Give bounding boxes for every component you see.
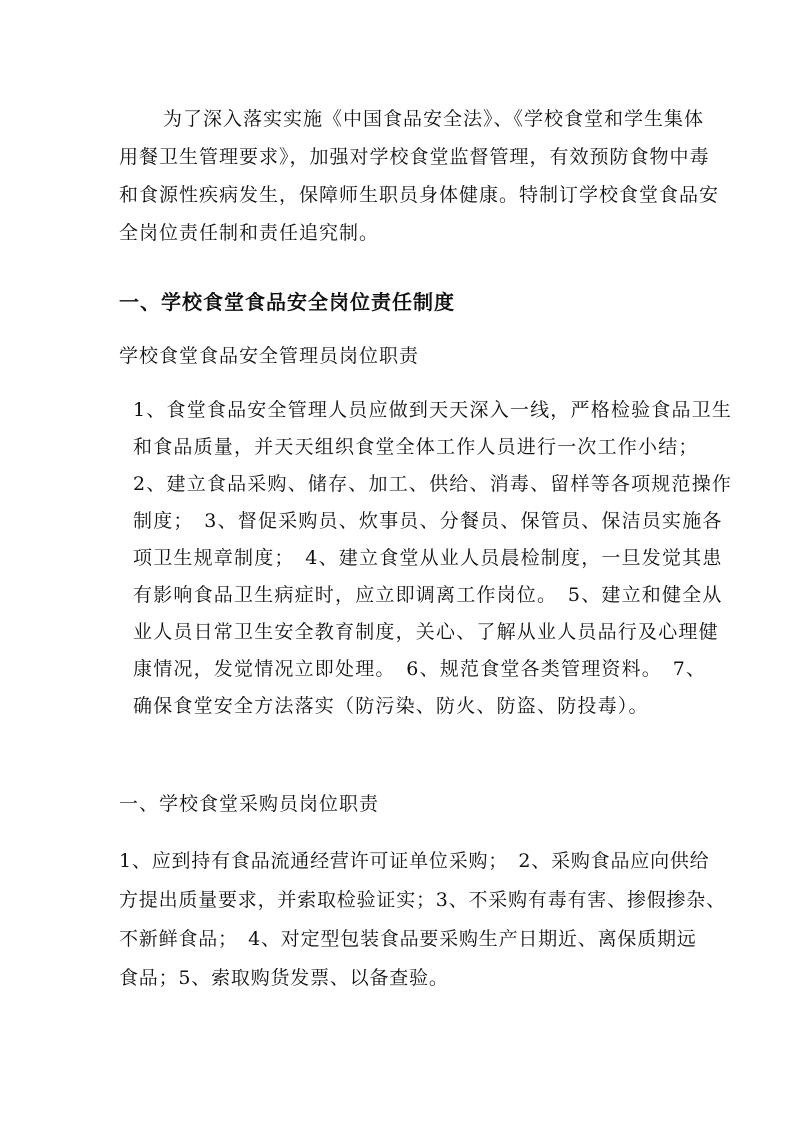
duty-line: 制度； 3、督促采购员、炊事员、分餐员、保管员、保洁员实施各 (133, 510, 723, 532)
duty-line: 项卫生规章制度； 4、建立食堂从业人员晨检制度，一旦发觉其患 (133, 547, 723, 569)
duty-line: 有影响食品卫生病症时，应立即调离工作岗位。 5、建立和健全从 (133, 584, 723, 606)
purchaser-duties-paragraph (119, 842, 726, 998)
duty-line: 确保食堂安全方法落实（防污染、防火、防盗、防投毒）。 (133, 695, 649, 717)
duty-line: 1、应到持有食品流通经营许可证单位采购； 2、采购食品应向供给 (119, 850, 710, 872)
duty-line: 方提出质量要求，并索取检验证实；3、不采购有毒有害、掺假掺杂、 (119, 889, 726, 911)
intro-line: 全岗位责任制和责任追究制。 (119, 222, 380, 244)
intro-line: 和食源性疾病发生，保障师生职员身体健康。特制订学校食堂食品安 (119, 184, 720, 206)
section-heading: 一、学校食堂食品安全岗位责任制度 (119, 290, 455, 314)
intro-paragraph (119, 100, 720, 252)
duty-line: 不新鲜食品； 4、对定型包装食品要采购生产日期近、离保质期远 (119, 928, 697, 950)
intro-line: 用餐卫生管理要求》，加强对学校食堂监督管理，有效预防食物中毒 (119, 146, 710, 168)
duty-line: 康情况，发觉情况立即处理。 6、规范食堂各类管理资料。 7、 (133, 658, 707, 680)
duty-line: 业人员日常卫生安全教育制度，关心、了解从业人员品行及心理健 (133, 621, 719, 643)
intro-line (119, 100, 705, 138)
manager-duties-paragraph (133, 392, 733, 725)
duty-line: 食品；5、索取购货发票、以备查验。 (119, 967, 449, 989)
duty-line: 1、食堂食品安全管理人员应做到天天深入一线，严格检验食品卫生 (133, 399, 733, 421)
duty-line: 2、建立食品采购、储存、加工、供给、消毒、留样等各项规范操作 (133, 473, 733, 495)
intro-line-text: 为了深入落实实施《中国食品安全法》、《学校食堂和学生集体 (163, 108, 705, 130)
duty-line: 和食品质量，并天天组织食堂全体工作人员进行一次工作小结； (133, 436, 699, 458)
manager-duties-subheading: 学校食堂食品安全管理员岗位职责 (119, 345, 420, 367)
purchaser-duties-subheading: 一、学校食堂采购员岗位职责 (119, 793, 380, 815)
